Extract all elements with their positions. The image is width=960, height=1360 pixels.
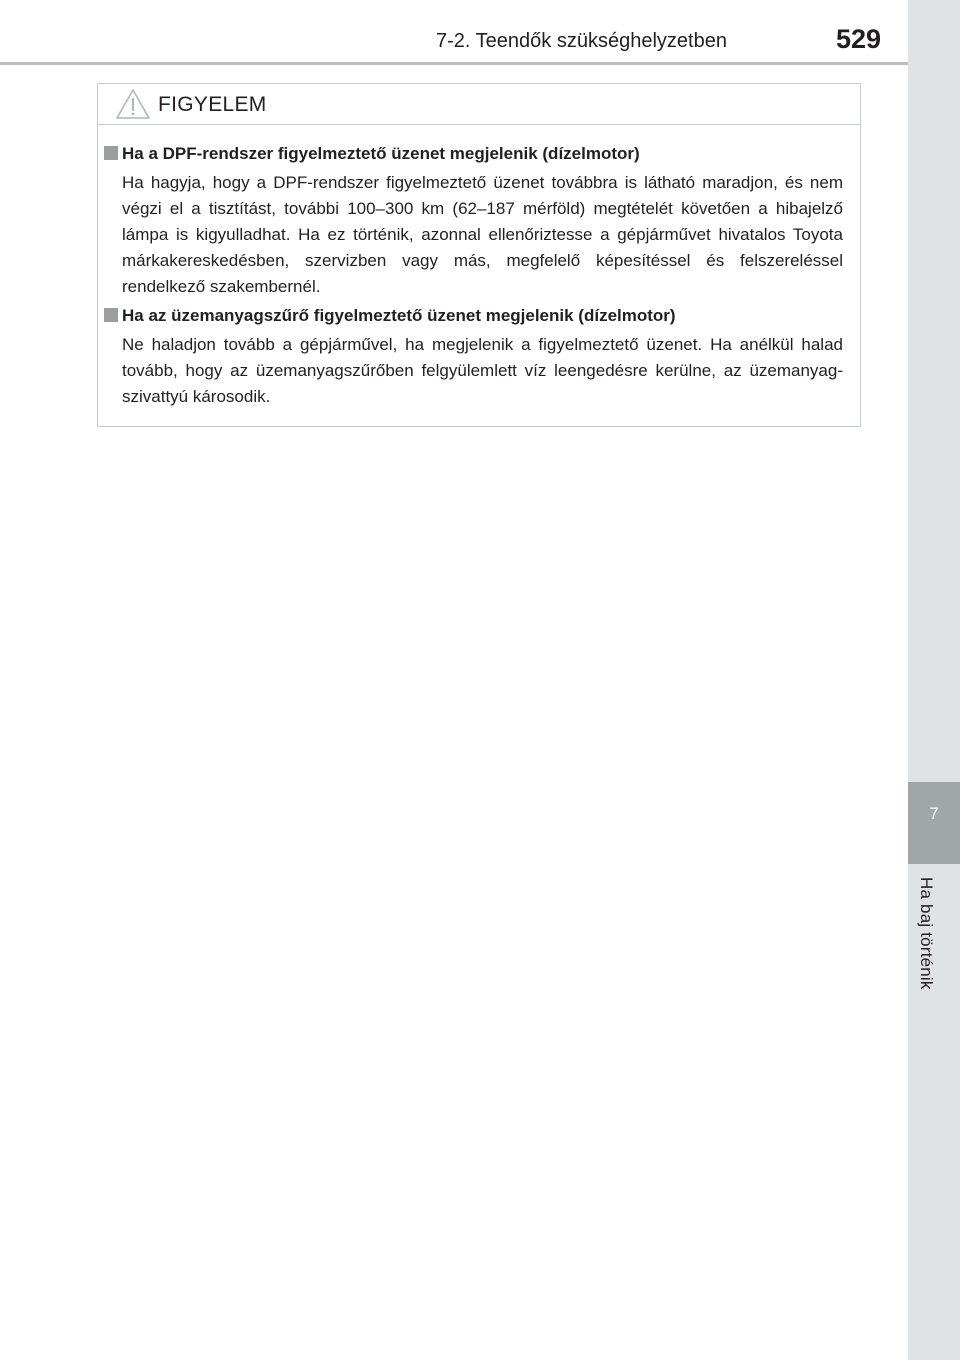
header-divider	[0, 62, 908, 65]
chapter-tab-strip	[908, 0, 960, 1360]
warning-header	[98, 84, 860, 125]
section-heading: Ha a DPF-rendszer figyelmeztető üzenet megjelenik (dízelmotor)	[122, 144, 640, 163]
page-number: 529	[836, 24, 882, 54]
section-body: Ne haladjon tovább a gépjárművel, ha megjelenik a figyelmeztető üzenet. Ha anélkül halad tovább, hogy az üzemanyagszűrőben felgyülemlett víz leengedésre kerülne, az üzemanyag-szivattyú károsodik.	[122, 335, 843, 406]
section-body: Ha hagyja, hogy a DPF-rendszer figyelmeztető üzenet továbbra is látható maradjon, és nem végzi el a tisztítást, további 100–300 km (62–187 mérföld) megtételét követően a hibajelző lámpa is kigyulladhat. Ha ez történik, azonnal ellenőriztesse a gépjárművet hivatalos Toyota márkakereskedésben, szervizben vagy más, megfelelő képesítéssel és felszereléssel rendelkező szakembernél.	[122, 173, 843, 296]
warning-triangle-icon	[115, 88, 151, 120]
section-bullet	[104, 308, 118, 322]
chapter-number: 7	[929, 804, 939, 823]
section-bullet	[104, 146, 118, 160]
section-heading: Ha az üzemanyagszűrő figyelmeztető üzenet megjelenik (dízelmotor)	[122, 306, 676, 325]
chapter-title: Ha baj történik	[917, 877, 936, 990]
section-title: 7-2. Teendők szükséghelyzetben	[436, 30, 727, 52]
warning-box	[97, 83, 861, 427]
warning-title: FIGYELEM	[158, 93, 267, 116]
